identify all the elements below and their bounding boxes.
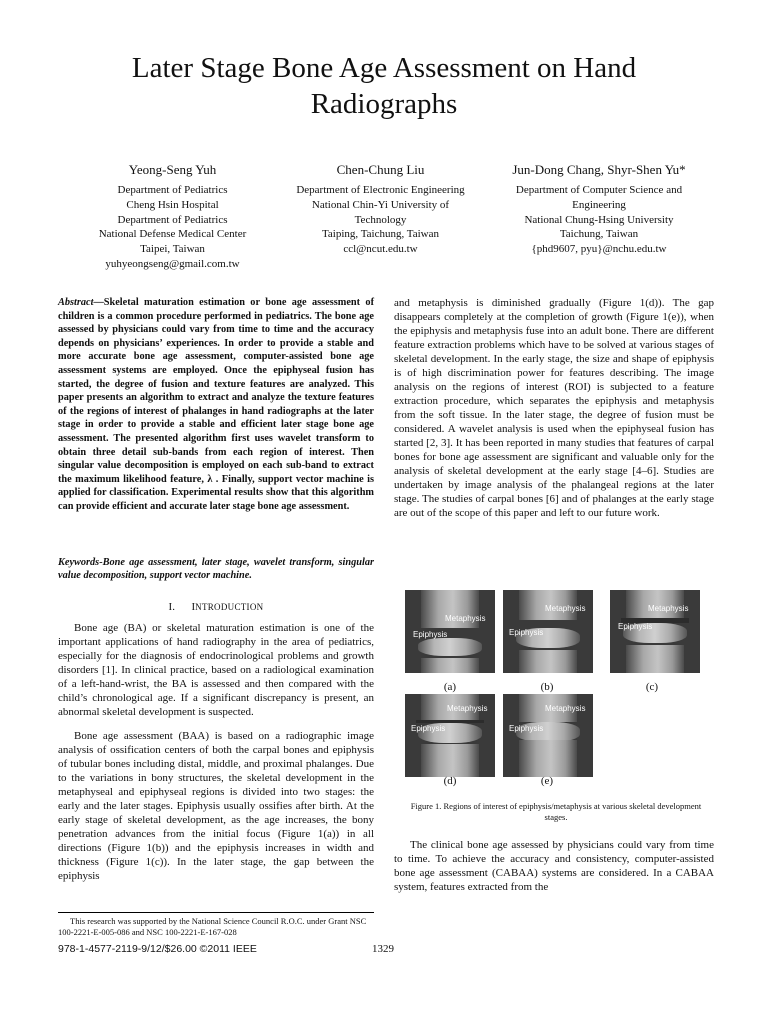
author-block-3 (488, 161, 710, 257)
footnote-divider (58, 912, 374, 913)
epiphysis-label: Epiphysis (509, 724, 544, 733)
affiliation-line: Taipei, Taiwan (140, 243, 205, 256)
panel-label: (e) (540, 775, 554, 787)
epiphysis-label: Epiphysis (411, 724, 446, 733)
affiliation-line: Engineering (572, 198, 626, 211)
affiliation-line: Department of Pediatrics (117, 213, 228, 226)
affiliation-line: Taichung, Taiwan (559, 228, 639, 241)
figure-caption: Figure 1. Regions of interest of epiphysis/metaphysis at various skeletal development stages. (410, 801, 702, 822)
right-column-text (394, 296, 714, 520)
page-number: 1329 (372, 943, 394, 955)
author-name: Jun-Dong Chang, Shyr-Shen Yu* (512, 162, 686, 177)
author-block-1 (70, 161, 275, 272)
abstract (58, 296, 374, 514)
footnote: This research was supported by the National Science Council R.O.C. under Grant NSC 100-2221-E-005-086 and NSC 100-2221-E-167-028 (58, 916, 367, 937)
panel-label: (a) (443, 681, 457, 693)
affiliation-line: National Chung-Hsing University (524, 213, 674, 226)
keywords: Keywords-Bone age assessment, later stage, wavelet transform, singular value decomposition, support vector machine. (58, 557, 374, 582)
abstract-text: —Skeletal maturation estimation or bone age assessment of children is a common procedure performed in pediatrics. The bone age assessed by physicians could vary from time to time and the accuracy depends on physicians’ experiences. In order to provide a stable and more accurate bone age assessment, computer-assisted bone age assessment systems are employed. Once the epiphyseal fusion has started, the degree of fusion and texture features are analyzed. This paper presents an algorithm to extract and analyze the texture features of the regions of interest of phalanges in hand radiographs at the later stage in order to provide a stable and efficient later stage bone age assessment. The presented algorithm first uses wavelet transform to obtain three detail sub-bands from each region of interest. Then singular value decomposition is employed on each sub-band to extract the maximum likelihood feature, λ . Finally, support vector machine is applied for classification. Experimental results show that this algorithm can provide efficient and accurate later stage bone age assessment. (58, 297, 374, 512)
xray-panel-d (405, 694, 495, 777)
metaphysis-label: Metaphysis (648, 604, 689, 613)
panel-label: (b) (540, 681, 554, 693)
author-email: ccl@ncut.edu.tw (343, 243, 418, 256)
section-number: I. (168, 601, 175, 613)
metaphysis-label: Metaphysis (447, 704, 488, 713)
affiliation-line: Department of Electronic Engineering (296, 184, 465, 196)
affiliation-line: Department of Pediatrics (117, 184, 228, 196)
author-name: Yeong-Seng Yuh (128, 162, 217, 177)
xray-panel-e (503, 694, 593, 777)
isbn-line: 978-1-4577-2119-9/12/$26.00 ©2011 IEEE (58, 943, 257, 955)
epiphysis-label: Epiphysis (618, 622, 653, 631)
section-heading (58, 601, 374, 613)
affiliation-line: National Defense Medical Center (98, 228, 247, 241)
paragraph: The clinical bone age assessed by physicians could vary from time to time. To achieve the accuracy and consistency, computer-assisted bone age assessment (CABAA) systems are considered. In a CABAA system, features extracted from the (394, 839, 714, 893)
right-column-text-bottom (394, 838, 714, 894)
xray-panel-c (610, 590, 700, 673)
paper-title: Later Stage Bone Age Assessment on Hand Radiographs (131, 52, 637, 120)
xray-panel-a (405, 590, 495, 673)
author-name: Chen-Chung Liu (336, 162, 425, 177)
affiliation-line: National Chin-Yi University of (311, 198, 450, 211)
affiliation-line: Technology (354, 213, 407, 226)
introduction-body (58, 621, 374, 883)
affiliation-line: Department of Computer Science and (515, 184, 683, 196)
affiliation-line: Taiping, Taichung, Taiwan (321, 228, 440, 241)
panel-label: (c) (645, 681, 659, 693)
epiphysis-label: Epiphysis (413, 630, 448, 639)
epiphysis-label: Epiphysis (509, 628, 544, 637)
panel-label: (d) (443, 775, 457, 787)
affiliation-line: Cheng Hsin Hospital (126, 198, 219, 211)
paragraph: Bone age assessment (BAA) is based on a radiographic image analysis of ossification centers of both the carpal bones and epiphysis of tubular bones including distal, middle, and proximal phalanges. Due to the variations in bony structures, the skeletal development in the metaphyseal and epiphyseal regions is divided into two stages: the early and the later stages. Epiphysis usually ossifies after birth. At the early stage of skeletal development, as the age increases, the bony penetration advances from the initial focus (Figure 1(a)) in all directions (Figure 1(b)) and the epiphysis increases in width and thickness (Figure 1(c)). In the later stage, the gap between the epiphysis (58, 730, 374, 882)
metaphysis-label: Metaphysis (545, 704, 586, 713)
author-block-2 (278, 161, 483, 257)
metaphysis-label: Metaphysis (445, 614, 486, 623)
xray-panel-b (503, 590, 593, 673)
metaphysis-label: Metaphysis (545, 604, 586, 613)
abstract-label: Abstract (58, 297, 94, 308)
section-title-first: I (191, 601, 196, 613)
author-email: yuhyeongseng@gmail.com.tw (105, 257, 240, 270)
paragraph: Bone age (BA) or skeletal maturation estimation is one of the important applications of hand radiography in the area of pediatrics, especially for the diagnosis of endocrinological problems and growth disorders [1]. In clinical practice, based on a radiological examination of a left-hand-wrist, the BA is assessed and then compared with the child’s chronological age. If a significant discrepancy is present, an abnormal skeletal development is suspected. (58, 622, 374, 718)
author-email: {phd9607, pyu}@nchu.edu.tw (531, 243, 667, 256)
paragraph: and metaphysis is diminished gradually (Figure 1(d)). The gap disappears completely at the completion of growth (Figure 1(e)), when the epiphysis and metaphysis fuse into an adult bone. There are different feature extraction problems which have to be solved at various stages of skeletal development. In the early stage, the size and shape of epiphysis is of high discrimination power for features describing. The image analysis on the regions of interest (ROI) is subjected to a feature extraction procedure, which separates the epiphysis and metaphysis from the soft tissue. In the later stage, the degree of fusion must be considered. A wavelet analysis is used when the epiphyseal fusion has started [2, 3]. It has been reported in many studies that features of carpal bones for bone age assessment are significant and valuable only for the analysis of skeletal development at the early stage [4–6]. Studies are undertaken by image analysis of the phalangeal regions at the later stage. The studies of carpal bones [6] and of phalanges at the early stage are out of the scope of this paper and left to our future work. (394, 297, 714, 519)
section-title-rest: NTRODUCTION (195, 602, 264, 612)
